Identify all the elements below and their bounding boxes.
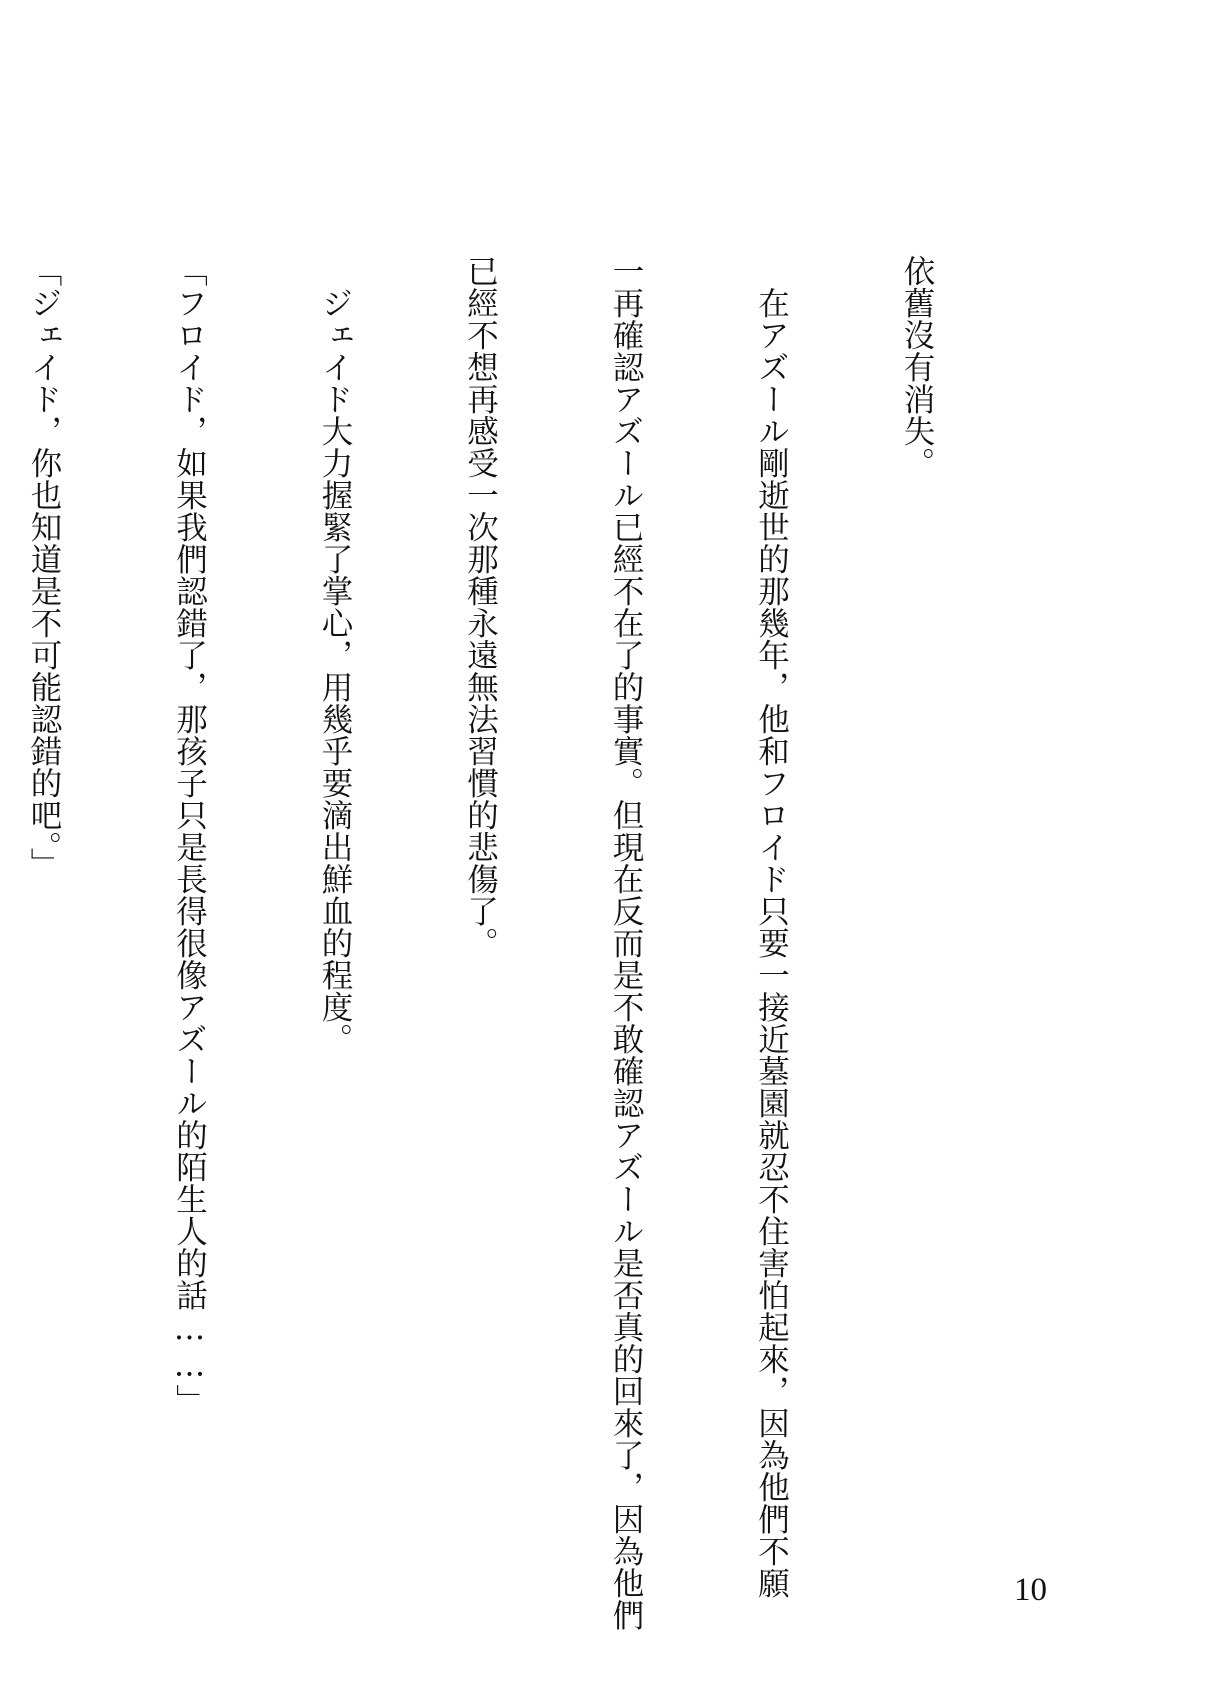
- text-line: 「ジェイド，你也知道是不可能認錯的吧。」: [26, 255, 62, 880]
- page-number: 10: [1014, 1572, 1047, 1608]
- text-line: 「フロイド，如果我們認錯了，那孩子只是長得很像アズール的陌生人的話……」: [171, 255, 208, 1416]
- text-line: 在アズール剛逝世的那幾年，他和フロイド只要一接近墓園就忍不住害怕起來，因為他們不願: [753, 255, 790, 1599]
- text-line: ジェイド大力握緊了掌心，用幾乎要滴出鮮血的程度。: [317, 255, 353, 1055]
- text-line: 一再確認アズール已經不在了的事實。但現在反而是不敢確認アズール是否真的回來了，因為他們: [608, 255, 644, 1631]
- text-line: 依舊沒有消失。: [899, 255, 935, 479]
- text-line: 已經不想再感受一次那種永遠無法習慣的悲傷了。: [462, 255, 499, 959]
